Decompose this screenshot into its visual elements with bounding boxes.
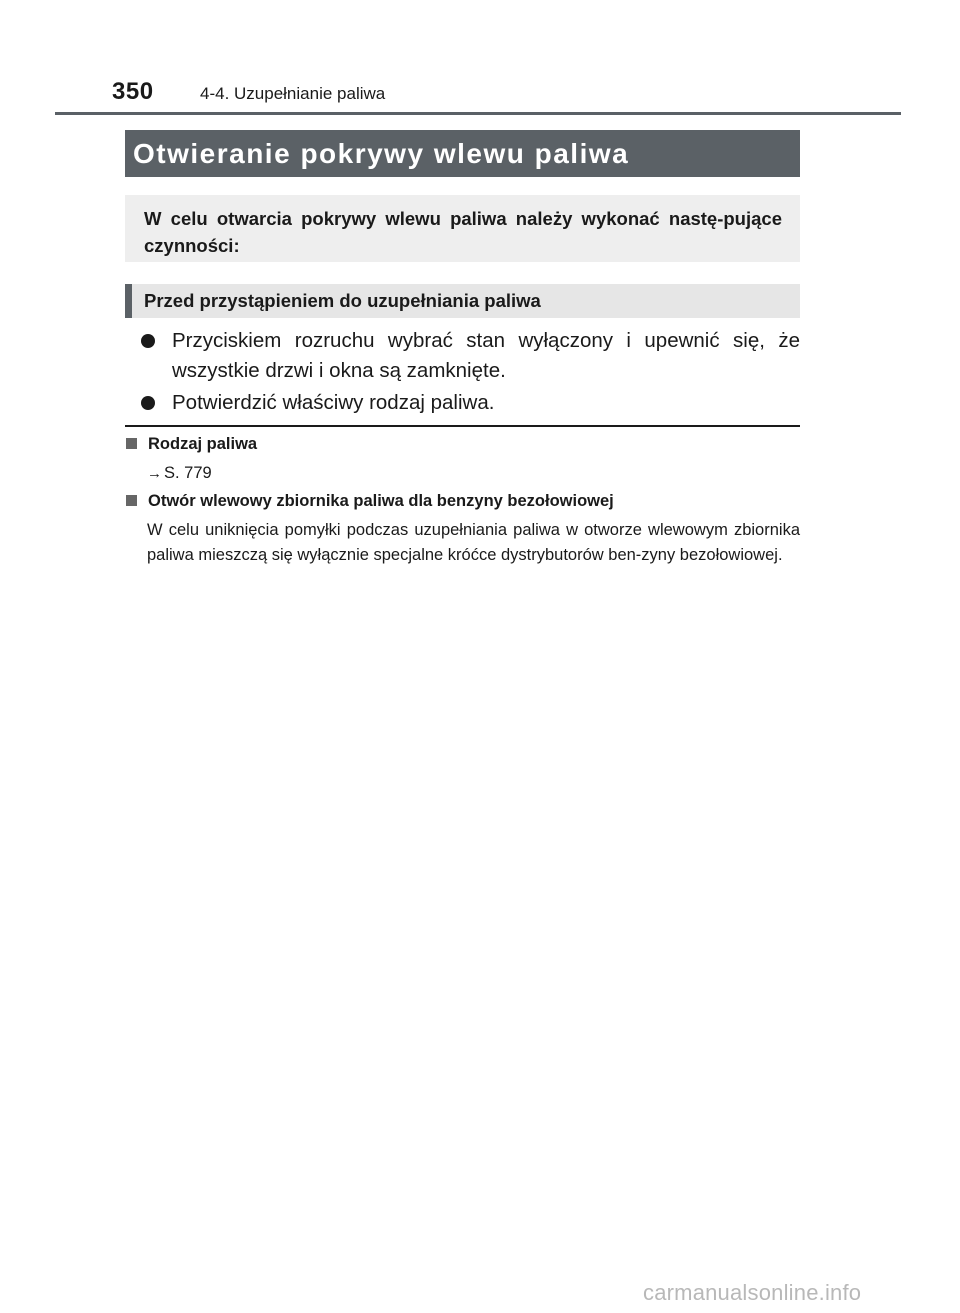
intro-text: W celu otwarcia pokrywy wlewu paliwa należy wykonać nastę-pujące czynności: <box>144 208 782 256</box>
note-heading <box>125 490 800 512</box>
bullet-dot-icon <box>141 334 155 348</box>
chapter-title: 4-4. Uzupełnianie paliwa <box>200 84 386 103</box>
page-number: 350 <box>112 78 154 105</box>
notes-divider <box>125 425 800 427</box>
bullet-dot-icon <box>141 396 155 410</box>
square-bullet-icon <box>126 438 137 449</box>
arrow-right-icon: → <box>147 465 162 482</box>
note-fuel-type <box>125 433 800 487</box>
page-reference-link[interactable]: S. 779 <box>164 464 212 482</box>
square-bullet-icon <box>126 495 137 506</box>
subsection-bar <box>125 284 800 318</box>
note-heading-text: Otwór wlewowy zbiornika paliwa dla benzyny bezołowiowej <box>148 492 614 510</box>
note-body-text: W celu uniknięcia pomyłki podczas uzupełniania paliwa w otworze wlewowym zbiornika paliwa mieszczą się wyłącznie specjalne króćce dystrybutorów ben-zyny bezołowiowej. <box>147 521 800 564</box>
list-item <box>125 388 800 418</box>
bullet-text: Potwierdzić właściwy rodzaj paliwa. <box>172 391 495 414</box>
note-body <box>125 518 800 567</box>
note-filler-neck <box>125 490 800 567</box>
note-heading-text: Rodzaj paliwa <box>148 435 258 453</box>
section-title-bar <box>125 130 800 177</box>
bullet-list <box>125 326 800 420</box>
watermark: carmanualsonline.info <box>643 1280 862 1305</box>
subsection-title: Przed przystąpieniem do uzupełniania paliwa <box>144 290 541 311</box>
section-title: Otwieranie pokrywy wlewu paliwa <box>133 137 630 169</box>
list-item <box>125 326 800 386</box>
header-rule <box>55 112 901 115</box>
intro-box <box>125 195 800 262</box>
note-body <box>125 461 800 487</box>
note-heading <box>125 433 800 455</box>
bullet-text: Przyciskiem rozruchu wybrać stan wyłączony i upewnić się, że wszystkie drzwi i okna są zamknięte. <box>172 329 800 382</box>
